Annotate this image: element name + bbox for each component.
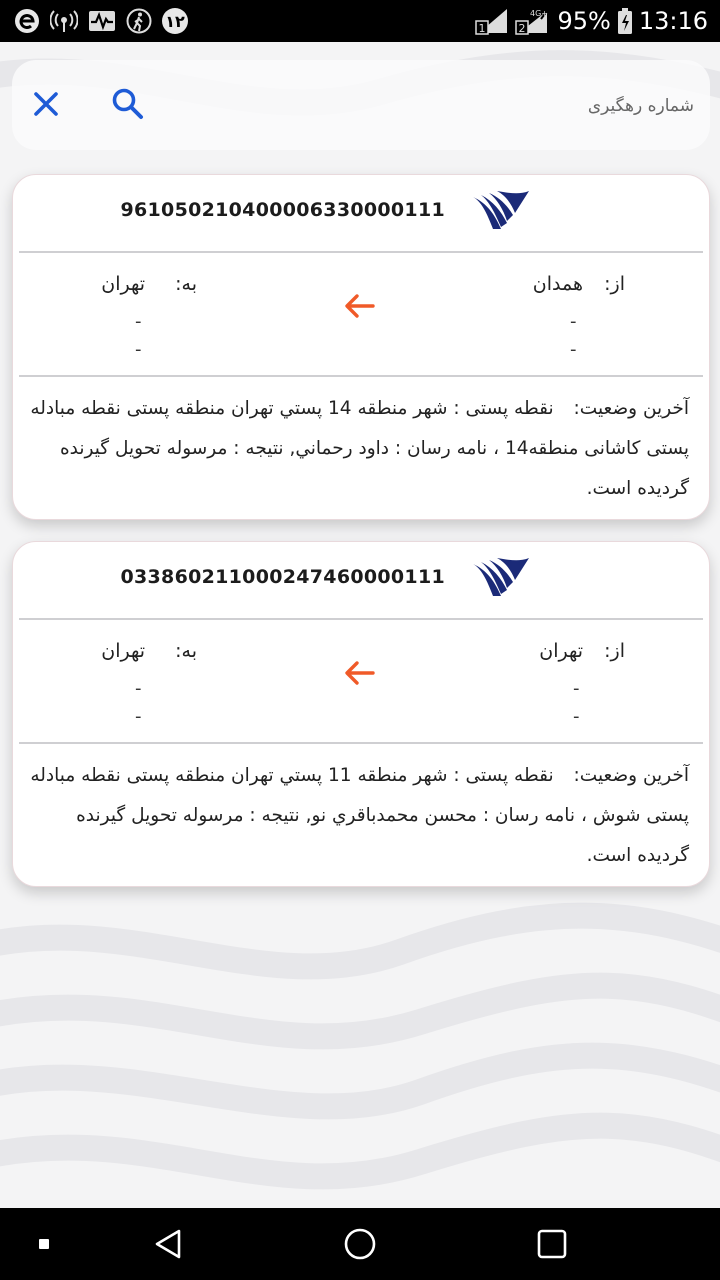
card-header xyxy=(13,175,709,251)
to-city: تهران xyxy=(101,273,145,295)
search-button[interactable] xyxy=(106,82,150,126)
clock-time: 13:16 xyxy=(638,7,708,35)
walking-icon xyxy=(126,8,152,34)
tracking-number: 033860211000247460000111 xyxy=(120,566,445,588)
battery-charging-icon xyxy=(617,7,633,35)
divider xyxy=(19,742,703,744)
card-header xyxy=(13,542,709,618)
sim2-label: 2 xyxy=(518,22,526,35)
to-detail-2: - xyxy=(135,706,142,727)
from-detail-2: - xyxy=(573,706,580,727)
parcel-card[interactable] xyxy=(12,174,710,520)
last-status-label: آخرین وضعیت: xyxy=(573,765,689,786)
hotspot-icon xyxy=(50,8,78,34)
route-section xyxy=(13,620,709,742)
last-status xyxy=(27,389,689,509)
parcel-card[interactable] xyxy=(12,541,710,887)
search-bar xyxy=(12,60,710,150)
iran-post-logo-icon xyxy=(471,554,531,600)
divider xyxy=(19,375,703,377)
sim1-label: 1 xyxy=(478,22,486,35)
to-detail-1: - xyxy=(135,678,142,699)
to-city: تهران xyxy=(101,640,145,662)
from-detail-1: - xyxy=(570,311,577,332)
circle-icon xyxy=(343,1227,377,1261)
extra-nav-button[interactable] xyxy=(24,1224,64,1264)
arrow-left-icon xyxy=(343,660,375,686)
sim2-signal-icon xyxy=(515,7,551,35)
to-detail-2: - xyxy=(135,339,142,360)
to-label: به: xyxy=(175,273,197,295)
search-icon xyxy=(110,86,146,122)
last-status-label: آخرین وضعیت: xyxy=(573,398,689,419)
small-square-icon xyxy=(38,1238,50,1250)
recents-button[interactable] xyxy=(532,1224,572,1264)
iran-post-logo-icon xyxy=(471,187,531,233)
square-icon xyxy=(536,1228,568,1260)
status-bar xyxy=(0,0,720,42)
tracking-number: 961050210400006330000111 xyxy=(120,199,445,221)
navigation-bar xyxy=(0,1208,720,1280)
pulse-icon xyxy=(88,9,116,33)
arrow-left-icon xyxy=(343,293,375,319)
last-status xyxy=(27,756,689,876)
route-section xyxy=(13,253,709,375)
battery-percent: 95% xyxy=(557,7,611,35)
last-status-text: نقطه پستی : شهر منطقه 11 پستي تهران منطقه پستی نقطه مبادله پستی شوش ، نامه رسان : محسن محمدباقري نو, نتیجه : مرسوله تحویل گیرنده گردیده است. xyxy=(30,765,689,866)
from-label: از: xyxy=(604,640,625,662)
from-detail-2: - xyxy=(570,339,577,360)
from-city: همدان xyxy=(532,273,583,295)
home-button[interactable] xyxy=(340,1224,380,1264)
back-button[interactable] xyxy=(148,1224,188,1264)
network-type-label: 4G+ xyxy=(530,9,549,18)
to-detail-1: - xyxy=(135,311,142,332)
from-detail-1: - xyxy=(573,678,580,699)
to-label: به: xyxy=(175,640,197,662)
last-status-text: نقطه پستی : شهر منطقه 14 پستي تهران منطقه پستی نقطه مبادله پستی کاشانی منطقه14 ، نامه رسان : داود رحماني, نتیجه : مرسوله تحویل گیرنده گردیده است. xyxy=(30,398,689,499)
close-button[interactable] xyxy=(26,84,66,124)
notification-count-badge: ١٢ xyxy=(162,8,188,34)
tracking-number-input[interactable] xyxy=(272,88,696,124)
close-icon xyxy=(31,89,61,119)
browser-e-icon xyxy=(14,8,40,34)
triangle-back-icon xyxy=(153,1228,183,1260)
sim1-signal-icon xyxy=(475,7,509,35)
from-city: تهران xyxy=(539,640,583,662)
from-label: از: xyxy=(604,273,625,295)
